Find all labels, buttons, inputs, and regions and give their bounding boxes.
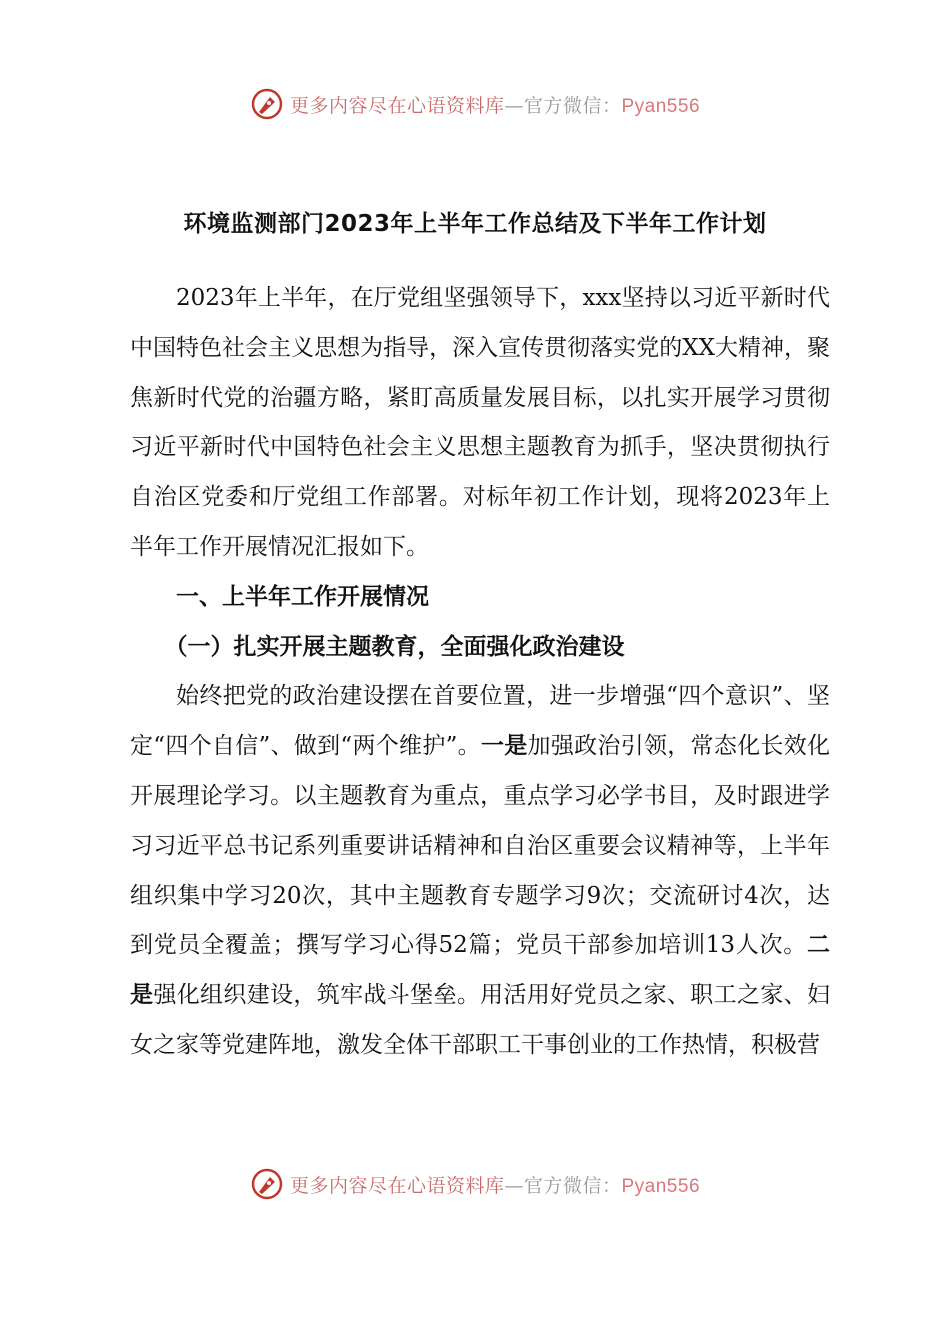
watermark-banner-bottom bbox=[0, 1164, 950, 1204]
body-paragraph: 始终把党的政治建设摆在首要位置，进一步增强“四个意识”、坚定“四个自信”、做到“两个维护”。一是加强政治引领，常态化长效化开展理论学习。以主题教育为重点，重点学习必学书目，及时跟进学习习近平总书记系列重要讲话精神和自治区重要会议精神等，上半年组织集中学习20次，其中主题教育专题学习9次；交流研讨4次，达到党员全覆盖；撰写学习心得52篇；党员干部参加培训13人次。二是强化组织建设，筑牢战斗堡垒。用活用好党员之家、职工之家、妇女之家等党建阵地，激发全体干部职工干事创业的工作热情，积极营 bbox=[130, 683, 831, 1058]
pen-nib-logo-icon bbox=[250, 1167, 284, 1201]
document-body bbox=[130, 274, 830, 1071]
pen-nib-logo-icon bbox=[250, 87, 284, 121]
watermark-text: 更多内容尽在心语资料库—官方微信：Pyan556 bbox=[289, 1174, 701, 1197]
subsection-heading: （一）扎实开展主题教育，全面强化政治建设 bbox=[164, 633, 625, 660]
watermark-banner-top bbox=[0, 84, 950, 124]
section-heading: 一、上半年工作开展情况 bbox=[176, 583, 429, 610]
document-title: 环境监测部门2023年上半年工作总结及下半年工作计划 bbox=[183, 211, 767, 237]
intro-paragraph: 2023年上半年，在厅党组坚强领导下，xxx坚持以习近平新时代中国特色社会主义思想为指导，深入宣传贯彻落实党的XX大精神，聚焦新时代党的治疆方略，紧盯高质量发展目标，以扎实开展学习贯彻习近平新时代中国特色社会主义思想主题教育为抓手，坚决贯彻执行自治区党委和厅党组工作部署。对标年初工作计划，现将2023年上半年工作开展情况汇报如下。 bbox=[130, 285, 830, 560]
watermark-text: 更多内容尽在心语资料库—官方微信：Pyan556 bbox=[289, 94, 701, 117]
